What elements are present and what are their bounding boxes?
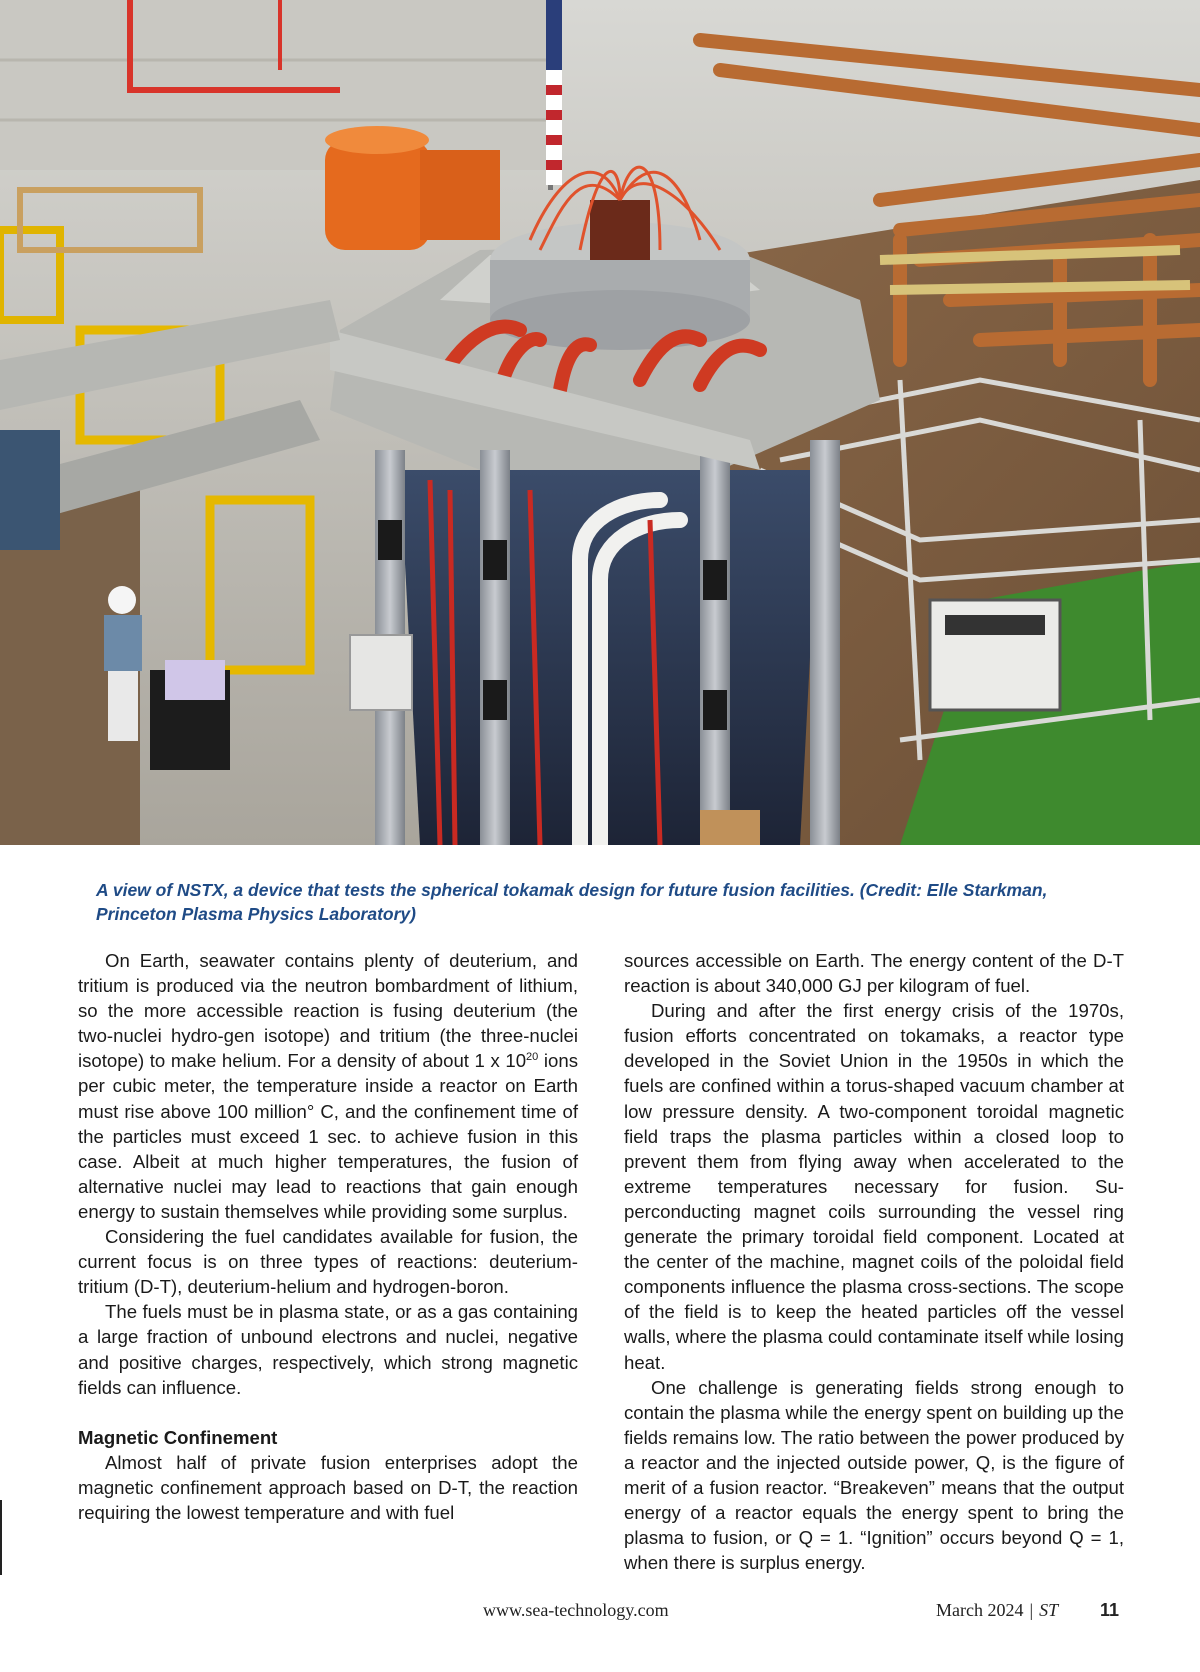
paragraph bbox=[78, 948, 578, 1224]
paragraph: One challenge is generating fields strong enough to contain the plasma while the energy spent on building up the fields remains low. The ratio between the power produced by a reactor and the injected outside power, Q, is the figure of merit of a fusion reactor. “Breakeven” means that the output energy of a reactor equals the energy spent to bring the plasma to fusion, or Q = 1. “Ignition” occurs beyond Q = 1, when there is surplus energy. bbox=[624, 1376, 1124, 1574]
footer-website: www.sea-technology.com bbox=[483, 1600, 669, 1620]
paragraph-text: On Earth, seawater contains plenty of deuterium, and tritium is produced via the neutron bombardment of lithium, so the more accessible reaction is fusing deuterium (the two-nuclei hydro-gen isotope) and tritium (the three-nuclei isotope) to make helium. For a density of about 1 x 10 bbox=[78, 950, 578, 1072]
page-edge-rule bbox=[0, 1500, 2, 1575]
exponent: 20 bbox=[526, 1051, 539, 1064]
paragraph: Almost half of private fusion enterprises adopt the magnetic confinement approach based on D-T, the reaction requiring the lowest temperature and with fuel bbox=[78, 1451, 578, 1523]
paragraph: sources accessible on Earth. The energy content of the D-T reaction is about 340,000 GJ per kilogram of fuel. bbox=[624, 950, 1124, 997]
page-number: 11 bbox=[1100, 1600, 1120, 1620]
magazine-name: ST bbox=[1039, 1600, 1059, 1620]
paragraph: Considering the fuel candidates available for fusion, the current focus is on three types of reactions: deuterium-tritium (D-T), deuterium-helium and hydrogen-boron. bbox=[78, 1226, 578, 1298]
left-column bbox=[78, 948, 578, 1525]
section-heading: Magnetic Confinement bbox=[78, 1426, 278, 1448]
footer-separator: | bbox=[1029, 1600, 1034, 1620]
footer-issue bbox=[936, 1600, 1058, 1621]
right-column bbox=[624, 948, 1124, 1575]
paragraph-text: ions per cubic meter, the temperature inside a reactor on Earth must rise above 100 million° C, and the confinement time of the particles must exceed 1 sec. to achieve fusion in this case. Albeit at much higher temperatures, the fusion of alternative nuclei may lead to reactions that gain enough energy to sustain themselves while providing some surplus. bbox=[78, 1050, 578, 1222]
issue-date: March 2024 bbox=[936, 1600, 1024, 1620]
photo-caption: A view of NSTX, a device that tests the spherical tokamak design for future fusion facilities. (Credit: Elle Starkman, Princeton Plasma Physics Laboratory) bbox=[96, 880, 1048, 924]
paragraph: During and after the first energy crisis of the 1970s, fusion efforts concentrated on tokamaks, a reactor type developed in the Soviet Union in the 1950s in which the fuels are confined within a torus-shaped vacuum chamber at low pressure density. A two-component toroidal magnetic field traps the plasma particles within a closed loop to prevent them from flying away when accelerated to the extreme temperatures necessary for fusion. Superconducting magnet coils surrounding the vessel ring generate the primary toroidal field component. Located at the center of the machine, magnet coils of the poloidal field components influence the plasma cross-sections. The scope of the field is to keep the heated particles off the vessel walls, where the plasma could contaminate itself while losing heat. bbox=[624, 1000, 1124, 1373]
paragraph: The fuels must be in plasma state, or as a gas containing a large fraction of unbound electrons and nuclei, negative and positive charges, respectively, which strong magnetic fields can influence. bbox=[78, 1301, 578, 1398]
page-footer bbox=[0, 1600, 1200, 1628]
